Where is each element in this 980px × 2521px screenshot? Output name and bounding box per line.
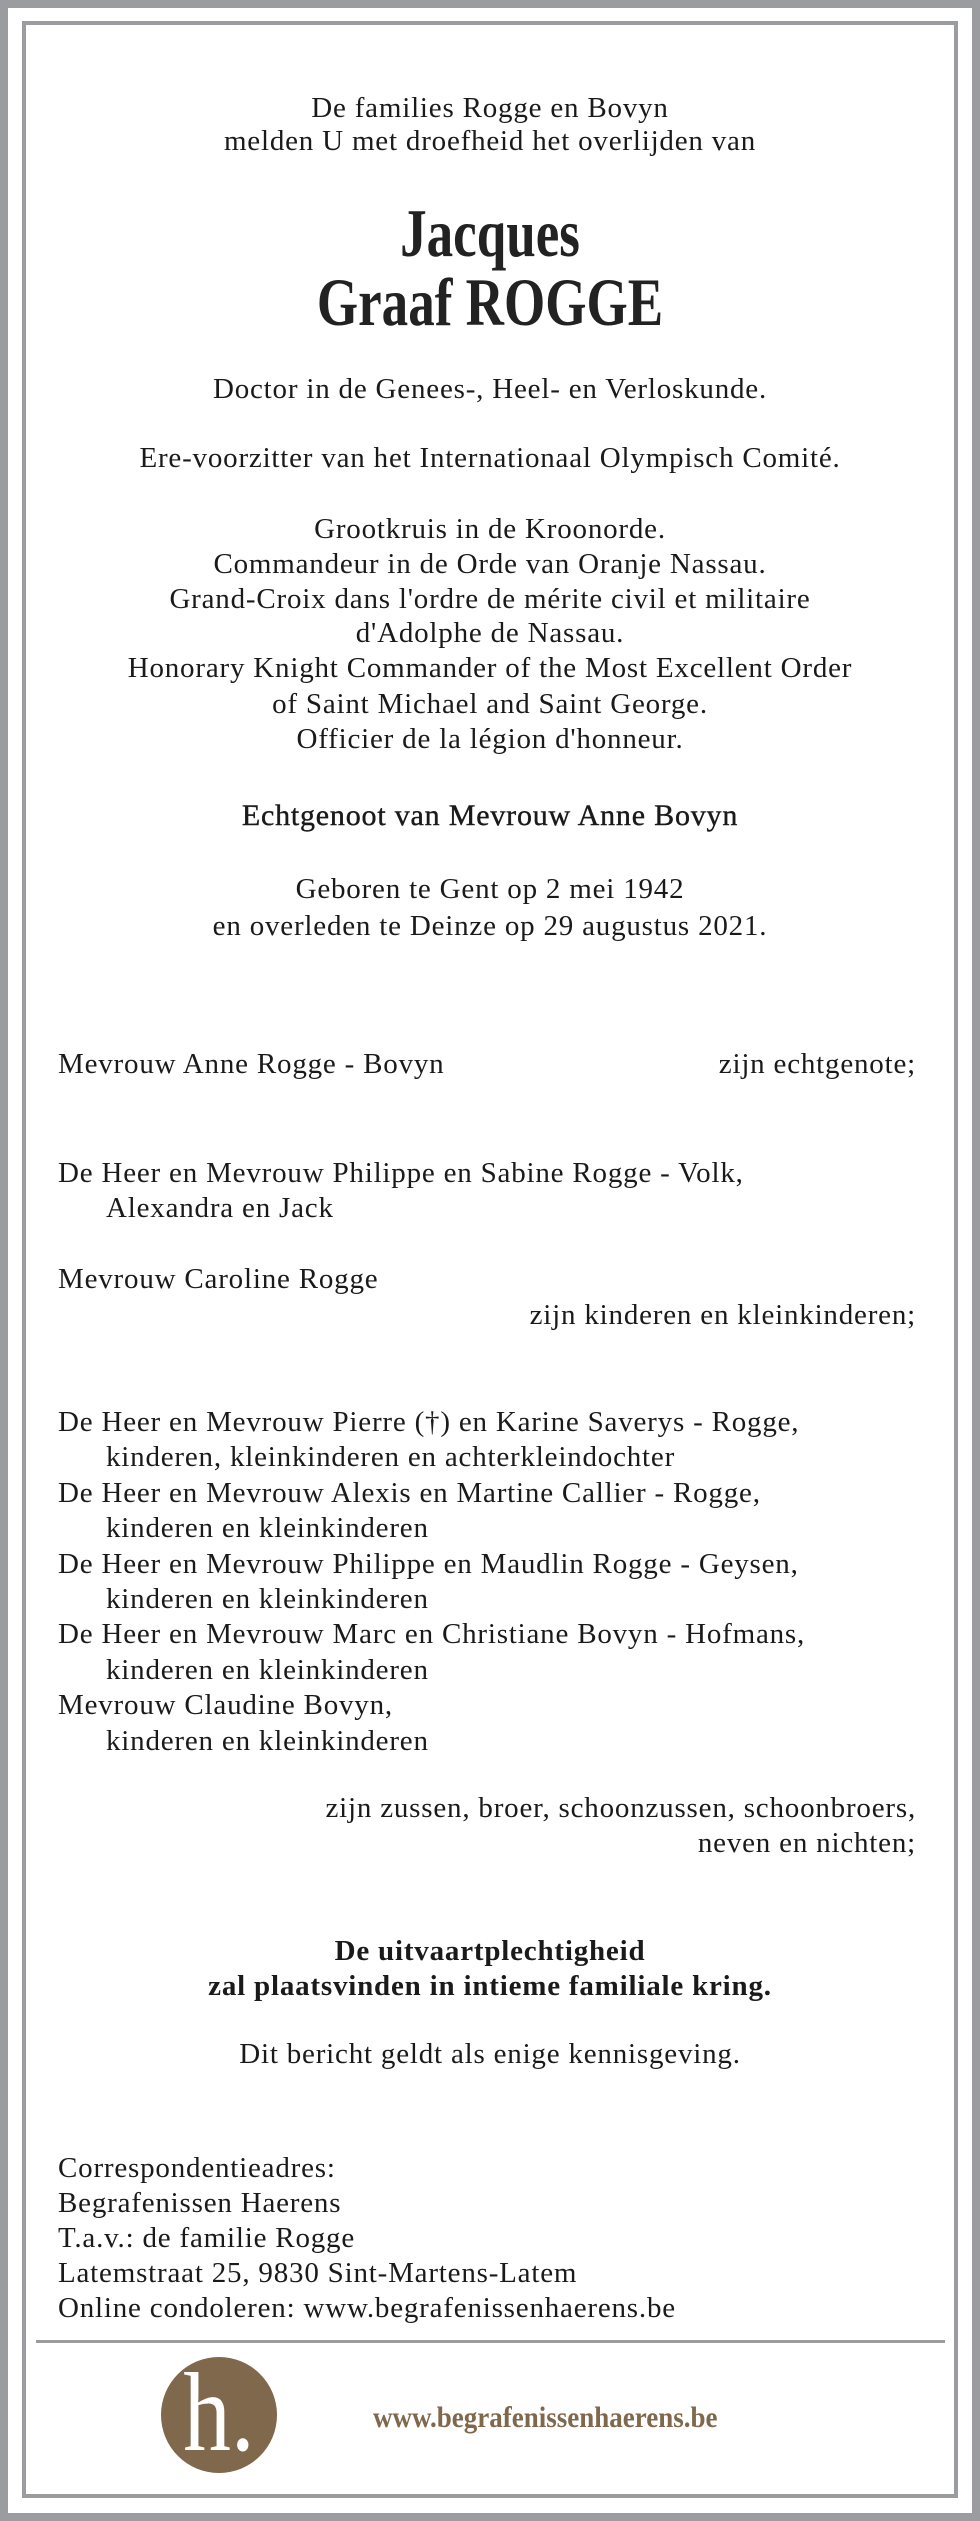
address-line: Latemstraat 25, 9830 Sint-Martens-Latem (58, 2257, 578, 2289)
funeral-detail: zal plaatsvinden in intieme familiale kring. (208, 1970, 772, 2002)
family-sibling-sub: kinderen en kleinkinderen (106, 1512, 429, 1544)
family-wife: Mevrouw Anne Rogge - Bovyn (58, 1048, 445, 1080)
spouse-line: Echtgenoot van Mevrouw Anne Bovyn (241, 799, 739, 832)
honour-line: Grand-Croix dans l'ordre de mérite civil et militaire (169, 583, 811, 615)
honour-line: Honorary Knight Commander of the Most Excellent Order (127, 652, 853, 684)
honour-line: d'Adolphe de Nassau. (355, 617, 625, 649)
address-line: T.a.v.: de familie Rogge (58, 2222, 356, 2254)
intro-line: De families Rogge en Bovyn (311, 92, 669, 124)
deceased-first-name: Jacques (400, 195, 580, 271)
family-sibling: De Heer en Mevrouw Pierre (†) en Karine Saverys - Rogge, (58, 1406, 800, 1438)
address-line: Correspondentieadres: (58, 2152, 336, 2184)
online-condolence-line[interactable]: Online condoleren: www.begrafenissenhaerens.be (58, 2292, 676, 2324)
deceased-last-name: Graaf ROGGE (316, 264, 664, 340)
website-link[interactable]: www.begrafenissenhaerens.be (373, 2401, 718, 2434)
family-sibling-sub: kinderen en kleinkinderen (106, 1583, 429, 1615)
address-line: Begrafenissen Haerens (58, 2187, 342, 2219)
honour-line: Officier de la légion d'honneur. (296, 723, 684, 755)
family-siblings-role: neven en nichten; (697, 1827, 916, 1859)
footer-divider (36, 2340, 945, 2343)
birth-line: Geboren te Gent op 2 mei 1942 (295, 873, 685, 905)
death-line: en overleden te Deinze op 29 augustus 2021. (212, 910, 768, 942)
intro-line: melden U met droefheid het overlijden van (223, 125, 757, 157)
family-siblings-role: zijn zussen, broer, schoonzussen, schoonbroers, (325, 1792, 916, 1824)
family-sibling-sub: kinderen en kleinkinderen (106, 1654, 429, 1686)
logo-letter: h. (183, 2357, 255, 2473)
family-sibling: De Heer en Mevrouw Alexis en Martine Callier - Rogge, (58, 1477, 761, 1509)
honour-line: of Saint Michael and Saint George. (272, 688, 708, 720)
family-child: De Heer en Mevrouw Philippe en Sabine Rogge - Volk, (58, 1157, 744, 1189)
honour-line: Commandeur in de Orde van Oranje Nassau. (213, 548, 767, 580)
family-sibling: De Heer en Mevrouw Marc en Christiane Bovyn - Hofmans, (58, 1618, 806, 1650)
family-child: Mevrouw Caroline Rogge (58, 1263, 379, 1295)
family-wife-role: zijn echtgenote; (718, 1048, 916, 1080)
family-sibling: De Heer en Mevrouw Philippe en Maudlin Rogge - Geysen, (58, 1548, 799, 1580)
family-sibling-sub: kinderen, kleinkinderen en achterkleindochter (106, 1441, 676, 1473)
honour-line: Grootkruis in de Kroonorde. (314, 513, 666, 545)
family-grandchildren: Alexandra en Jack (106, 1192, 334, 1224)
family-sibling: Mevrouw Claudine Bovyn, (58, 1689, 393, 1721)
notice-line: Dit bericht geldt als enige kennisgeving. (239, 2038, 741, 2070)
family-children-role: zijn kinderen en kleinkinderen; (529, 1299, 916, 1331)
title-line: Ere-voorzitter van het Internationaal Olympisch Comité. (139, 442, 841, 474)
funeral-heading: De uitvaartplechtigheid (334, 1935, 646, 1967)
family-sibling-sub: kinderen en kleinkinderen (106, 1725, 429, 1757)
funeral-home-logo (161, 2357, 277, 2473)
title-line: Doctor in de Genees-, Heel- en Verloskunde. (212, 373, 768, 405)
